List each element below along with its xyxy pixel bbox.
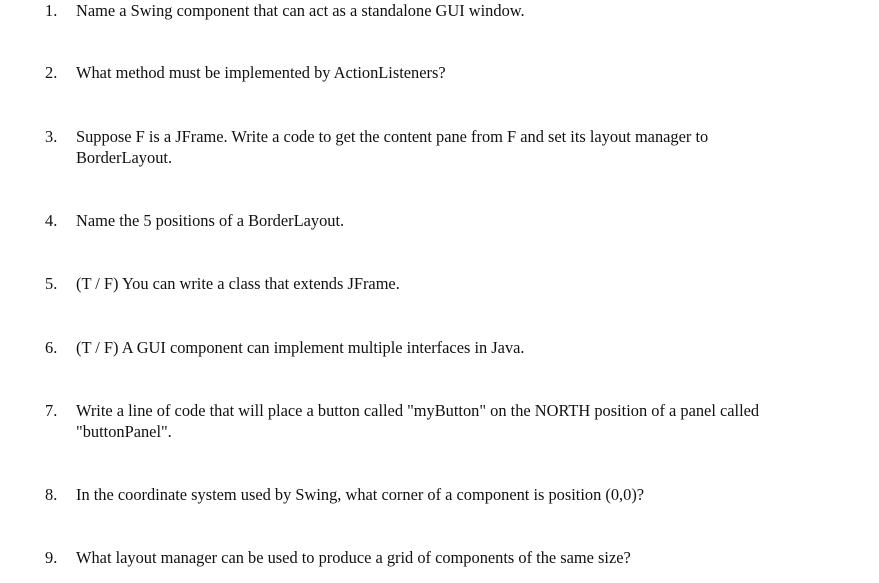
- question-text: [76, 337, 866, 358]
- question-line: Suppose F is a JFrame. Write a code to get the content pane from F and set its layout manager to: [76, 127, 709, 146]
- question-number: 9.: [45, 548, 58, 567]
- question-line: What method must be implemented by ActionListeners?: [76, 63, 446, 82]
- question-number: 4.: [45, 211, 58, 230]
- question-text: [76, 126, 866, 168]
- question-text: [76, 547, 866, 568]
- question-line: What layout manager can be used to produce a grid of components of the same size?: [76, 548, 631, 567]
- question-number: 7.: [45, 401, 58, 420]
- question-line: Name a Swing component that can act as a standalone GUI window.: [76, 1, 525, 20]
- question-text: [76, 210, 866, 231]
- question-line: (T / F) You can write a class that extends JFrame.: [76, 274, 400, 293]
- question-number: 6.: [45, 338, 58, 357]
- question-line: In the coordinate system used by Swing, what corner of a component is position (0,0)?: [76, 485, 645, 504]
- question-text: [76, 484, 866, 505]
- question-line: (T / F) A GUI component can implement multiple interfaces in Java.: [76, 338, 525, 357]
- question-number: 2.: [45, 63, 58, 82]
- question-text: [76, 400, 866, 442]
- question-line: Name the 5 positions of a BorderLayout.: [76, 211, 345, 230]
- question-line: Write a line of code that will place a button called "myButton" on the NORTH position of a panel called: [76, 401, 760, 420]
- question-line: BorderLayout.: [76, 148, 173, 167]
- question-line: "buttonPanel".: [76, 422, 172, 441]
- question-text: [76, 62, 866, 83]
- question-number: 3.: [45, 127, 58, 146]
- question-number: 1.: [45, 1, 58, 20]
- question-number: 8.: [45, 485, 58, 504]
- question-text: [76, 0, 866, 21]
- question-number: 5.: [45, 274, 58, 293]
- question-text: [76, 273, 866, 294]
